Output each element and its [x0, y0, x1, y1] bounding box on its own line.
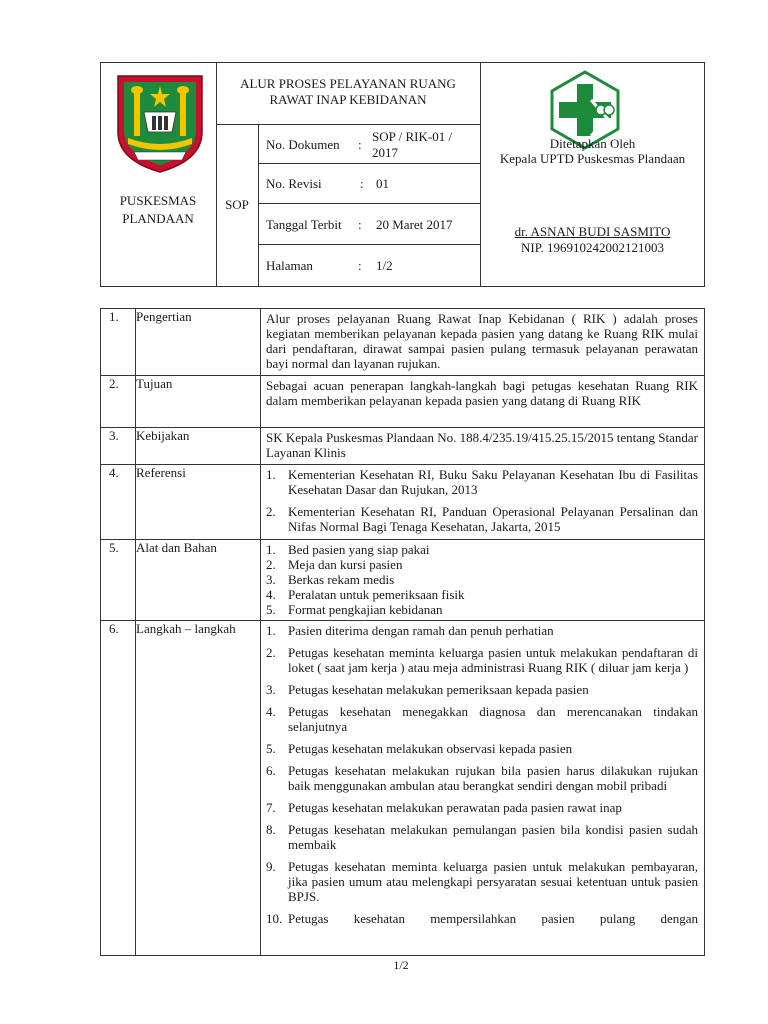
section-number: 5.: [101, 540, 136, 621]
signatory-nip: NIP. 196910242002121003: [520, 240, 664, 255]
list-item: 2. Kementerian Kesehatan RI, Panduan Operasional Pelayanan Persalinan dan Nifas Normal Bagi Tenaga Kesehatan, Jakarta, 2015: [266, 504, 698, 534]
list-item: 7. Petugas kesehatan melakukan perawatan pada pasien rawat inap: [266, 800, 622, 815]
section-label: Alat dan Bahan: [136, 540, 261, 621]
list-item: 5. Format pengkajian kebidanan: [266, 602, 443, 617]
equipment-list: [266, 542, 698, 617]
table-row: [101, 465, 705, 540]
issue-date-value: 20 Maret 2017: [376, 217, 453, 232]
approved-by-line1: Ditetapkan Oleh: [549, 136, 636, 151]
section-number: 3.: [101, 428, 136, 465]
section-label: Tujuan: [136, 376, 261, 428]
issue-date-colon: :: [358, 217, 362, 232]
list-item: 4. Peralatan untuk pemeriksaan fisik: [266, 587, 465, 602]
section-label: Referensi: [136, 465, 261, 540]
revision-label: No. Revisi: [266, 176, 322, 191]
list-item: 1. Bed pasien yang siap pakai: [266, 542, 430, 557]
section-label: Langkah – langkah: [136, 621, 261, 956]
document-title-line2: RAWAT INAP KEBIDANAN: [269, 92, 427, 107]
revision-colon: :: [360, 176, 364, 191]
org-name-line1: PUSKESMAS: [119, 193, 197, 208]
list-item: 1. Kementerian Kesehatan RI, Buku Saku Pelayanan Kesehatan Ibu di Fasilitas Kesehatan Dasar dan Rujukan, 2013: [266, 467, 698, 497]
steps-list: [266, 623, 698, 926]
table-row: [101, 428, 705, 465]
section-number: 1.: [101, 309, 136, 376]
approved-by-line2: Kepala UPTD Puskesmas Plandaan: [499, 151, 686, 166]
issue-date-label: Tanggal Terbit: [266, 217, 342, 232]
section-label: Pengertian: [136, 309, 261, 376]
doc-number-label: No. Dokumen: [266, 137, 340, 152]
section-number: 2.: [101, 376, 136, 428]
section-text: Sebagai acuan penerapan langkah-langkah bagi petugas kesehatan Ruang RIK dalam memberikan pelayanan kepada pasien yang datang di Ruang RIK: [266, 378, 698, 408]
org-name-line2: PLANDAAN: [122, 211, 194, 226]
list-item: 5. Petugas kesehatan melakukan observasi kepada pasien: [266, 741, 573, 756]
section-text: Alur proses pelayanan Ruang Rawat Inap Kebidanan ( RIK ) adalah proses kegiatan memberikan pelayanan kepada pasien yang datang ke Ruang RIK mulai dari pendaftaran, dirawat sampai pasien pulang termasuk pelayanan perawatan bayi normal dan layanan rujukan.: [266, 311, 698, 371]
list-item: 3. Berkas rekam medis: [266, 572, 395, 587]
doc-number-value-line1: SOP / RIK-01 /: [372, 129, 453, 144]
list-item: 3. Petugas kesehatan melakukan pemeriksaan kepada pasien: [266, 682, 589, 697]
table-row: [101, 376, 705, 428]
table-row: [101, 309, 705, 376]
doc-number-value-line2: 2017: [372, 145, 398, 160]
list-item: 4. Petugas kesehatan menegakkan diagnosa dan merencanakan tindakan selanjutnya: [266, 704, 698, 734]
doc-number-colon: :: [358, 137, 362, 152]
reference-list: [266, 467, 698, 534]
list-item: 2. Meja dan kursi pasien: [266, 557, 403, 572]
list-item: 8. Petugas kesehatan melakukan pemulangan pasien bila kondisi pasien sudah membaik: [266, 822, 698, 852]
page-label: Halaman: [266, 258, 313, 273]
section-label: Kebijakan: [136, 428, 261, 465]
section-number: 4.: [101, 465, 136, 540]
page-value: 1/2: [376, 258, 393, 273]
list-item: 1. Pasien diterima dengan ramah dan penuh perhatian: [266, 623, 554, 638]
document-title-line1: ALUR PROSES PELAYANAN RUANG: [240, 76, 456, 91]
footer-page-number: 1/2: [393, 958, 409, 972]
signatory-name: dr. ASNAN BUDI SASMITO: [514, 224, 671, 239]
page-colon: :: [358, 258, 362, 273]
section-number: 6.: [101, 621, 136, 956]
table-row: [101, 540, 705, 621]
list-item: 10. Petugas kesehatan mempersilahkan pasien pulang dengan: [266, 911, 698, 926]
sop-label: SOP: [225, 197, 249, 212]
list-item: 9. Petugas kesehatan meminta keluarga pasien untuk melakukan pembayaran, jika pasien umum atau melengkapi persyaratan sesuai ketentuan untuk pasien BPJS.: [266, 859, 698, 904]
coat-of-arms-logo: [112, 72, 208, 176]
list-item: 6. Petugas kesehatan melakukan rujukan bila pasien harus dilakukan rujukan baik menggunakan ambulan atau berangkat sendiri dengan mobil pribadi: [266, 763, 698, 793]
revision-value: 01: [376, 176, 389, 191]
sop-content-table: [100, 308, 705, 956]
section-text: SK Kepala Puskesmas Plandaan No. 188.4/235.19/415.25.15/2015 tentang Standar Layanan Klinis: [266, 430, 698, 460]
table-row: [101, 621, 705, 956]
list-item: 2. Petugas kesehatan meminta keluarga pasien untuk melakukan pendaftaran di loket ( saat jam kerja ) atau meja administrasi Ruang RIK ( diluar jam kerja ): [266, 645, 698, 675]
